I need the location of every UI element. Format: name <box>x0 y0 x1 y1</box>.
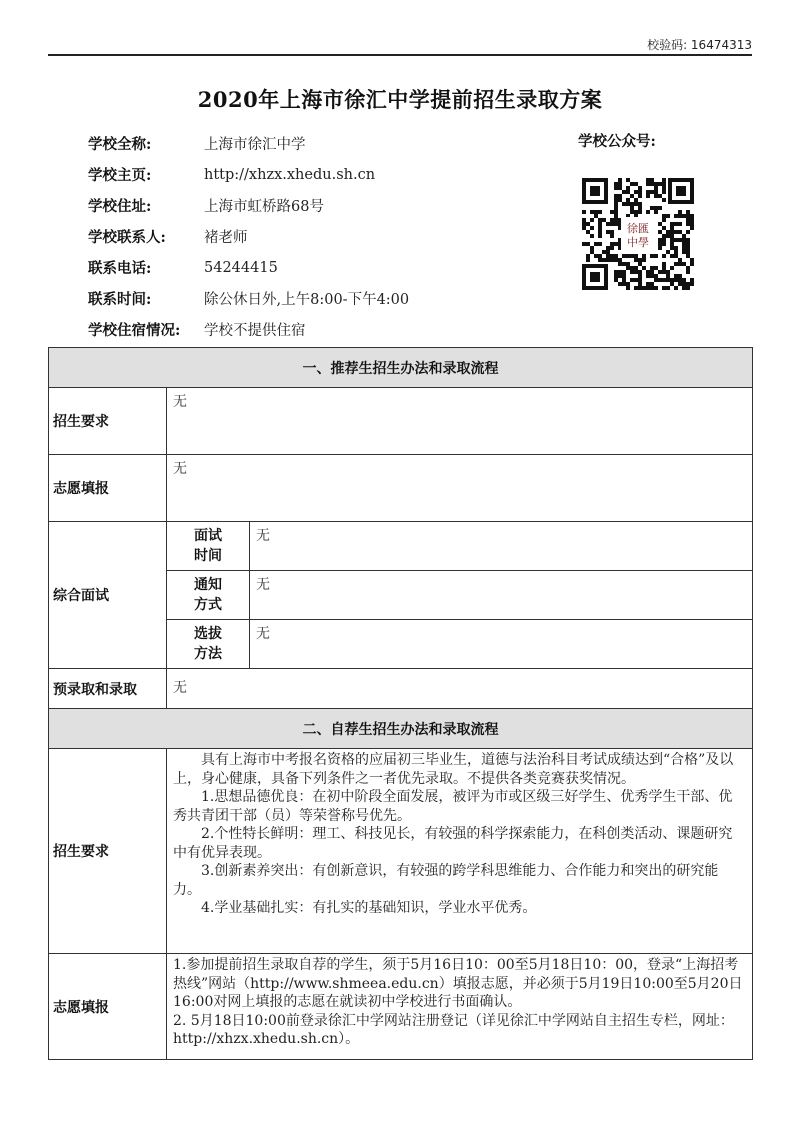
info-row-homepage <box>88 159 409 190</box>
notify-method-text: 通知方式 <box>193 577 222 613</box>
interview-time-text: 面试时间 <box>193 528 222 564</box>
info-label: 学校全称: <box>88 136 152 153</box>
admission-table <box>48 347 753 1060</box>
info-label: 学校住址: <box>88 198 152 215</box>
section1-interview-label: 综合面试 <box>49 522 167 669</box>
requirement-paragraph: 4.学业基础扎实：有扎实的基础知识，学业水平优秀。 <box>201 900 537 916</box>
contact-person: 褚老师 <box>204 230 248 246</box>
application-paragraph: 2. 5月18日10:00前登录徐汇中学网站注册登记（详见徐汇中学网站自主招生专栏，网址：http://xhzx.xhedu.sh.cn）。 <box>173 1012 734 1047</box>
requirement-paragraph: 3.创新素养突出：有创新意识，有较强的跨学科思维能力、合作能力和突出的研究能力。 <box>173 863 719 898</box>
wechat-label: 学校公众号: <box>578 133 656 150</box>
info-row-dorm <box>88 314 409 345</box>
qr-code-icon <box>580 176 696 292</box>
selection-method-text: 选拔方法 <box>193 626 222 662</box>
document-title: 2020年上海市徐汇中学提前招生录取方案 <box>197 87 603 112</box>
info-row-phone <box>88 252 409 283</box>
requirement-paragraph: 具有上海市中考报名资格的应届初三毕业生，道德与法治科目考试成绩达到“合格”及以上，身心健康，具备下列条件之一者优先录取。不提供各类竞赛获奖情况。 <box>173 752 734 787</box>
section2-requirement-content <box>167 749 753 954</box>
section1-admission-value: 无 <box>167 669 753 709</box>
contact-phone: 54244415 <box>204 259 278 276</box>
verify-code: 校验码: 16474313 <box>647 38 752 52</box>
interview-time-value: 无 <box>250 522 753 571</box>
selection-method-label <box>167 620 250 669</box>
section1-application-label: 志愿填报 <box>49 455 167 522</box>
selection-method-value: 无 <box>250 620 753 669</box>
info-label: 学校联系人: <box>88 229 166 246</box>
requirement-paragraph: 2.个性特长鲜明：理工、科技见长，有较强的科学探索能力，在科创类活动、课题研究中有优异表现。 <box>173 826 733 861</box>
info-row-hours <box>88 283 409 314</box>
info-row-name <box>88 128 409 159</box>
info-label: 学校主页: <box>88 167 152 184</box>
school-homepage-link[interactable]: http://xhzx.xhedu.sh.cn <box>204 166 376 183</box>
section2-application-label: 志愿填报 <box>49 954 167 1060</box>
info-row-contact <box>88 221 409 252</box>
section1-requirement-label: 招生要求 <box>49 388 167 455</box>
school-name: 上海市徐汇中学 <box>204 137 306 153</box>
contact-hours: 除公休日外,上午8:00-下午4:00 <box>204 292 410 308</box>
info-label: 联系电话: <box>88 260 152 277</box>
info-label: 联系时间: <box>88 291 152 308</box>
section1-application-value: 无 <box>167 455 753 522</box>
info-row-address <box>88 190 409 221</box>
interview-time-label <box>167 522 250 571</box>
section2-requirement-label: 招生要求 <box>49 749 167 954</box>
section2-heading: 二、自荐生招生办法和录取流程 <box>49 709 753 749</box>
qr-logo-text: 徐匯 <box>627 222 649 235</box>
notify-method-label <box>167 571 250 620</box>
application-paragraph: 1.参加提前招生录取自荐的学生，须于5月16日10：00至5月18日10：00，登录“上海招考热线”网站（http://www.shmeea.edu.cn）填报志愿，并必须于5月19日10:00至5月20日16:00对网上填报的志愿在就读初中学校进行书面确认。 <box>173 957 743 1010</box>
info-label: 学校住宿情况: <box>88 322 181 339</box>
section2-application-content <box>167 954 753 1060</box>
requirement-paragraph: 1.思想品德优良：在初中阶段全面发展，被评为市或区级三好学生、优秀学生干部、优秀共青团干部（员）等荣誉称号优先。 <box>173 789 733 824</box>
notify-method-value: 无 <box>250 571 753 620</box>
section1-requirement-value: 无 <box>167 388 753 455</box>
svg-text:中學: 中學 <box>627 236 649 249</box>
header-rule <box>48 54 752 56</box>
school-info <box>88 128 409 345</box>
school-address: 上海市虹桥路68号 <box>204 199 324 215</box>
section1-admission-label: 预录取和录取 <box>49 669 167 709</box>
section1-heading: 一、推荐生招生办法和录取流程 <box>49 348 753 388</box>
dorm-info: 学校不提供住宿 <box>204 323 306 339</box>
